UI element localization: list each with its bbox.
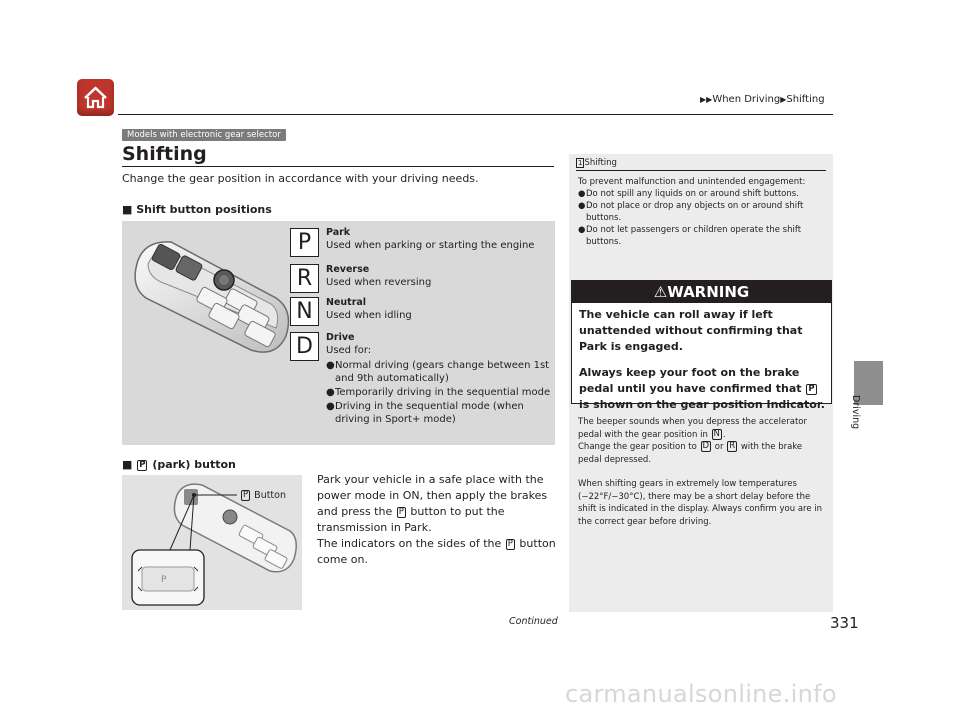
park-title: Park <box>326 227 351 238</box>
drive-desc: Used for: <box>326 345 372 356</box>
model-tag: Models with electronic gear selector <box>122 129 286 141</box>
breadcrumb-arrow-icon: ▶▶ <box>700 95 713 104</box>
inset-park-letter: P <box>161 575 167 585</box>
notes-text-2: The beeper sounds when you depress the accelerator pedal with the gear position in N . Change the gear position to D or R with the brake pedal depressed. When shifting gears in extremely low temperatures (−22°F/−30°C), there may be a short delay before the shift is indicated in the display. Always confirm you are in the correct gear before driving. <box>578 417 823 527</box>
chapter-label: Driving <box>850 395 861 430</box>
park-button-paragraph: Park your vehicle in a safe place with the power mode in ON, then apply the brakes and press the P button to put the transmission in Park. The indicators on the sides of the P button come on. <box>317 473 556 566</box>
note-marker-icon: 1 <box>578 159 583 167</box>
shift-selector-illustration <box>126 228 296 368</box>
page-number: 331 <box>830 614 859 632</box>
home-icon <box>77 79 114 116</box>
park-letter-icon: P <box>290 228 319 257</box>
warning-header: ⚠WARNING <box>572 281 831 303</box>
reverse-letter-icon: R <box>290 264 319 293</box>
list-item: ● Do not spill any liquids on or around shift buttons. <box>578 189 799 199</box>
section-heading-park-button: ■ P (park) button <box>122 458 236 471</box>
breadcrumb <box>700 94 825 105</box>
reverse-title: Reverse <box>326 264 370 275</box>
list-item: ● Normal driving (gears change between 1st and 9th automatically) <box>326 360 550 384</box>
list-item: ● Do not let passengers or children operate the shift buttons. <box>578 225 802 247</box>
title-rule <box>122 166 554 167</box>
neutral-title: Neutral <box>326 297 367 308</box>
notes-heading: 1 Shifting <box>578 158 617 168</box>
park-button-callout: P Button <box>243 490 286 501</box>
list-item: ● Driving in the sequential mode (when driving in Sport+ mode) <box>326 401 524 425</box>
intro-text: Change the gear position in accordance with your driving needs. <box>122 172 479 185</box>
neutral-letter-icon: N <box>290 297 319 326</box>
warning-text: The vehicle can roll away if left unattended without confirming that Park is engaged. Always keep your foot on the brake pedal until you have confirmed that P is shown on the gear position Indicator. <box>579 308 825 411</box>
drive-title: Drive <box>326 332 355 343</box>
list-item: ● Temporarily driving in the sequential mode <box>326 387 551 398</box>
watermark: carmanualsonline.info <box>565 680 837 708</box>
park-desc: Used when parking or starting the engine <box>326 240 535 251</box>
home-button[interactable] <box>77 79 114 116</box>
warning-icon: ⚠ <box>653 283 668 301</box>
drive-bullet-list <box>326 359 552 426</box>
breadcrumb-item[interactable]: Shifting <box>786 94 825 105</box>
list-item: ● Do not place or drop any objects on or around shift buttons. <box>578 201 804 223</box>
section-heading-shift-positions: ■ Shift button positions <box>122 203 272 216</box>
notes-lead: To prevent malfunction and unintended engagement: <box>578 177 806 187</box>
header-rule <box>118 114 833 115</box>
reverse-desc: Used when reversing <box>326 277 432 288</box>
breadcrumb-item[interactable]: When Driving <box>712 94 781 105</box>
notes-rule <box>576 170 826 171</box>
page-title: Shifting <box>122 143 207 165</box>
drive-letter-icon: D <box>290 332 319 361</box>
breadcrumb-arrow-icon: ▶ <box>780 95 787 104</box>
neutral-desc: Used when idling <box>326 310 412 321</box>
continued-label: Continued <box>509 616 558 627</box>
notes-text <box>578 176 828 248</box>
